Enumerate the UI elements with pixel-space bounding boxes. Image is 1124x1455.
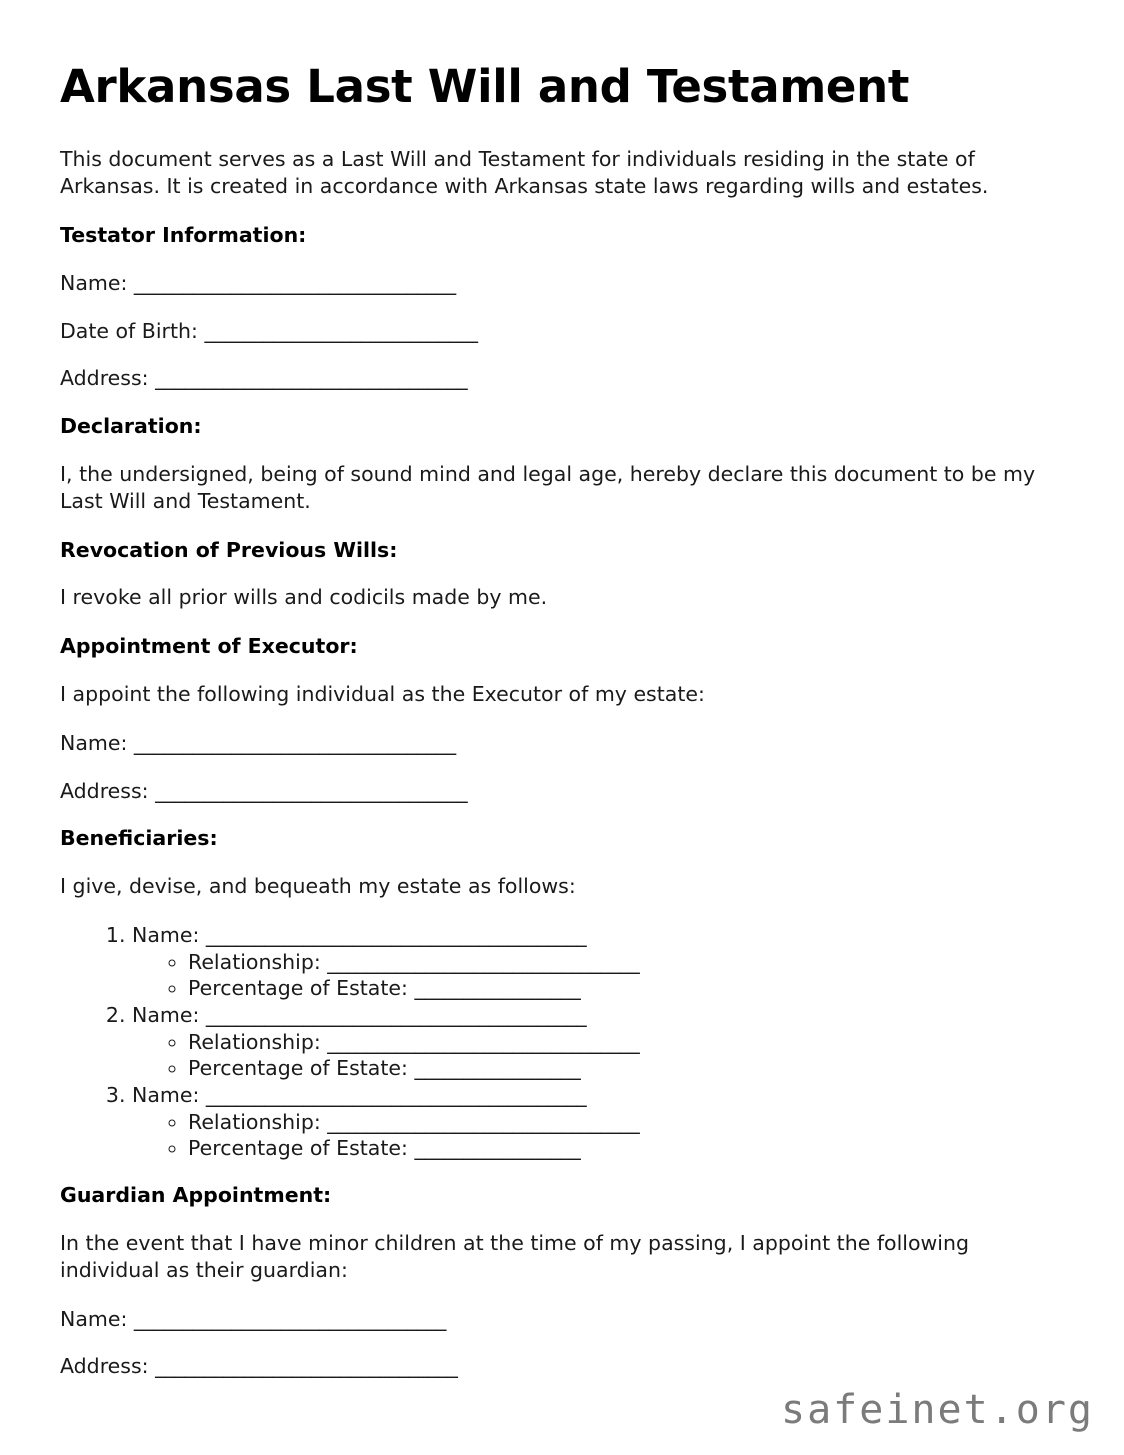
list-item [188,949,1040,976]
section-heading-guardian: Guardian Appointment: [60,1182,332,1207]
field-executor-name [60,730,1040,757]
beneficiary-details [132,949,1040,1002]
beneficiary-name-label: Name: [132,1003,200,1028]
intro-paragraph: This document serves as a Last Will and Testament for individuals residing in the state of Arkansas. It is created in accordance with Arkansas state laws regarding wills and estates. [60,147,989,199]
list-item [132,922,1040,1002]
field-guardian-name [60,1306,1040,1333]
guardian-body: In the event that I have minor children at the time of my passing, I appoint the following individual as their guardian: [60,1230,969,1282]
blank-line[interactable]: _________________ [414,1136,581,1161]
blank-line[interactable]: _________________ [414,976,581,1001]
beneficiary-name-label: Name: [132,923,200,948]
field-testator-name [60,270,1040,297]
relationship-label: Relationship: [188,949,321,974]
list-item [132,1082,1040,1162]
section-heading-declaration: Declaration: [60,414,202,439]
blank-line[interactable]: ________________________________ [155,778,468,803]
beneficiary-details [132,1029,1040,1082]
list-item [132,1002,1040,1082]
list-item [188,1055,1040,1082]
field-label: Address: [60,1354,149,1379]
field-testator-address [60,365,1040,392]
blank-line[interactable]: ________________________________ [327,1029,640,1054]
section-heading-revocation: Revocation of Previous Wills: [60,537,398,562]
blank-line[interactable]: _________________________________ [133,271,456,296]
beneficiaries-body: I give, devise, and bequeath my estate as follows: [60,874,576,899]
blank-line[interactable]: _________________ [414,1056,581,1081]
blank-line[interactable]: ________________________________ [133,1306,446,1331]
blank-line[interactable]: _______________________________ [155,1354,458,1379]
section-heading-beneficiaries: Beneficiaries: [60,826,218,851]
blank-line[interactable]: _______________________________________ [205,923,587,948]
field-executor-address [60,778,1040,805]
declaration-body: I, the undersigned, being of sound mind and legal age, hereby declare this document to be my Last Will and Testament. [60,461,1036,513]
beneficiary-name-label: Name: [132,1082,200,1107]
list-item [188,1135,1040,1162]
watermark: safeinet.org [781,1387,1094,1433]
executor-body: I appoint the following individual as the Executor of my estate: [60,682,705,707]
field-testator-dob [60,318,1040,345]
blank-line[interactable]: _________________________________ [133,731,456,756]
section-heading-testator: Testator Information: [60,223,307,248]
list-item [188,1109,1040,1136]
field-label: Date of Birth: [60,318,198,343]
field-label: Address: [60,366,149,391]
section-heading-executor: Appointment of Executor: [60,634,358,659]
blank-line[interactable]: _______________________________________ [205,1003,587,1028]
page-title: Arkansas Last Will and Testament [60,60,910,113]
percentage-label: Percentage of Estate: [188,976,408,1001]
percentage-label: Percentage of Estate: [188,1136,408,1161]
field-label: Address: [60,778,149,803]
list-item [188,975,1040,1002]
beneficiaries-list [60,922,1040,1162]
percentage-label: Percentage of Estate: [188,1056,408,1081]
beneficiary-details [132,1109,1040,1162]
field-label: Name: [60,731,128,756]
blank-line[interactable]: ________________________________ [327,949,640,974]
revocation-body: I revoke all prior wills and codicils made by me. [60,585,548,610]
field-label: Name: [60,271,128,296]
list-item [188,1029,1040,1056]
relationship-label: Relationship: [188,1109,321,1134]
blank-line[interactable]: _______________________________________ [205,1082,587,1107]
field-guardian-address [60,1353,1040,1380]
field-label: Name: [60,1306,128,1331]
relationship-label: Relationship: [188,1029,321,1054]
blank-line[interactable]: ________________________________ [327,1109,640,1134]
blank-line[interactable]: ____________________________ [204,318,478,343]
blank-line[interactable]: ________________________________ [155,366,468,391]
